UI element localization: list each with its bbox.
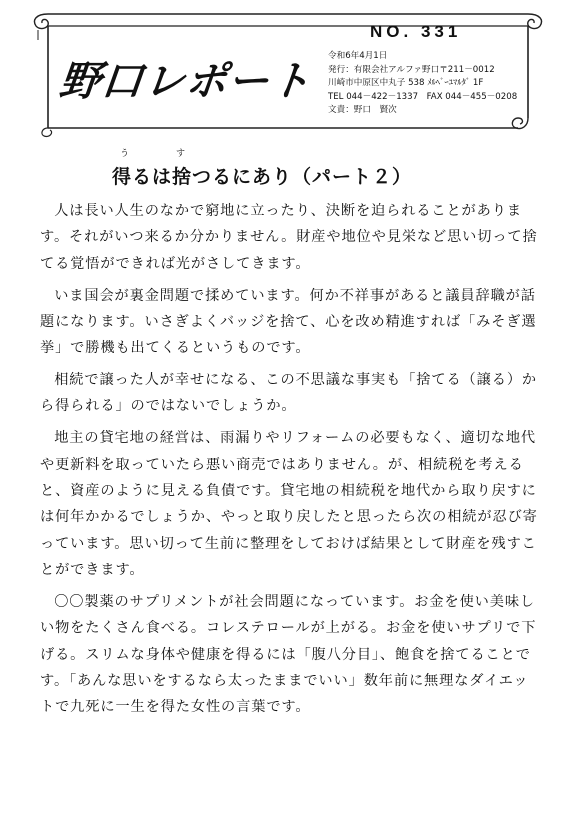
author-credit: 文責：野口 賢次	[328, 105, 397, 115]
paragraph: 相続で譲った人が幸せになる、この不思議な事実も「捨てる（譲る）から得られる」のではないでしょうか。	[40, 372, 537, 415]
publisher-contact: TEL 044－422－1337 FAX 044－455－0208	[328, 91, 518, 102]
issue-date: 令和6年4月1日	[328, 51, 388, 61]
report-logo: 野口レポート	[57, 57, 315, 105]
issue-number: NO. 331	[370, 22, 462, 41]
publisher-name: 発行：有限会社アルファ野口〒211－0012	[328, 64, 495, 75]
paragraph: 〇〇製薬のサプリメントが社会問題になっています。お金を使い美味しい物をたくさん食べる。コレステロールが上がる。お金を使いサプリで下げる。スリムな身体や健康を得るには「腹八分目」、飽食を捨てることです。「あんな思いをするなら太ったままでいい」数年前に無理なダイエットで九死に一生を得た女性の言葉です。	[40, 593, 537, 716]
ruby-u: う	[120, 149, 130, 159]
ruby-su: す	[176, 149, 186, 159]
publisher-address: 川崎市中原区中丸子 538 ﾒﾙﾍﾞｰﾕﾏﾙﾀﾞ 1F	[328, 78, 484, 88]
article-title: 得るは捨つるにあり（パート２）	[112, 166, 413, 188]
article-body	[40, 198, 540, 726]
paragraph: 人は長い人生のなかで窮地に立ったり、決断を迫られることがあります。それがいつ来るか分かりません。財産や地位や見栄など思い切って捨てる覚悟ができれば光がさしてきます。	[40, 203, 538, 272]
paragraph: いま国会が裏金問題で揉めています。何か不祥事があると議員辞職が話題になります。いさぎよくバッジを捨て、心を改め精進すれば「みそぎ選挙」で勝機も出てくるというものです。	[40, 287, 537, 357]
paragraph: 地主の貸宅地の経営は、雨漏りやリフォームの必要もなく、適切な地代や更新料を取っていたら悪い商売ではありません。が、相続税を考えると、資産のように見える負債です。貸宅地の相続税を地代から取り戻すには何年かかるでしょうか、やっと取り戻したと思ったら次の相続が忍び寄っています。思い切って生前に整理をしておけば結果として財産を残すことができます。	[40, 430, 538, 578]
publisher-info	[328, 50, 517, 118]
